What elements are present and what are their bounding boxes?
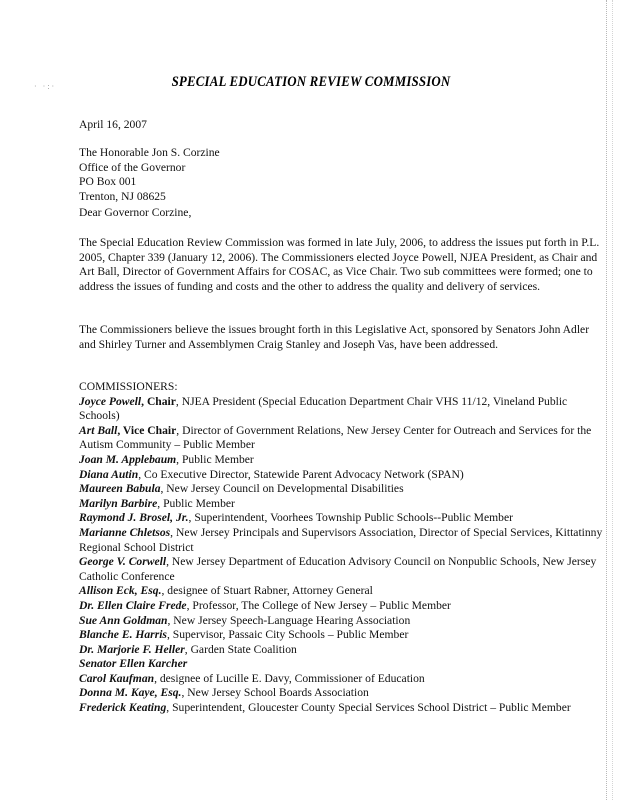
commissioner-entry [79, 453, 604, 468]
letter-date: April 16, 2007 [79, 118, 147, 131]
commissioner-entry [79, 657, 604, 672]
commissioner-entry [79, 468, 604, 483]
commissioner-description: , Co Executive Director, Statewide Parent Advocacy Network (SPAN) [138, 467, 464, 481]
commissioner-description: , Superintendent, Voorhees Township Public Schools--Public Member [188, 511, 513, 525]
commissioner-entry [79, 497, 604, 512]
commissioner-entry [79, 424, 604, 453]
commissioner-role: , Vice Chair [117, 423, 177, 437]
commissioner-description: , Supervisor, Passaic City Schools – Public Member [166, 628, 409, 642]
commissioner-description: , Public Member [157, 496, 235, 510]
body-paragraph: The Special Education Review Commission was formed in late July, 2006, to address the issues put forth in P.L. 2005, Chapter 339 (January 12, 2006). The Commissioners elected Joyce Powell, NJEA President, as Chair and Art Ball, Director of Government Affairs for COSAC, as Vice Chair. Two sub committees were formed; one to address the issues of funding and costs and the other to address the quality and delivery of services. [79, 236, 600, 293]
commissioner-entry [79, 599, 604, 614]
commissioner-entry [79, 511, 604, 526]
commissioner-entry [79, 614, 604, 629]
commissioner-description: , Public Member [176, 452, 254, 466]
address-line: Trenton, NJ 08625 [79, 189, 166, 203]
commissioner-entry [79, 555, 604, 584]
commissioner-name: Donna M. Kaye, Esq. [79, 686, 182, 700]
commissioner-name: Maureen Babula [79, 482, 161, 496]
commissioner-description: , New Jersey School Boards Association [181, 686, 369, 700]
commissioner-description: , NJEA President (Special Education Department Chair VHS 11/12, Vineland Public Schools) [79, 394, 568, 423]
commissioners-list [79, 380, 604, 716]
commissioner-name: Carol Kaufman [79, 671, 155, 685]
commissioner-name: Joyce Powell [79, 394, 142, 408]
commissioner-name: George V. Corwell [79, 555, 167, 569]
body-paragraph: The Commissioners believe the issues brought forth in this Legislative Act, sponsored by Senators John Adler and Shirley Turner and Assemblymen Craig Stanley and Joseph Vas, have been addressed. [79, 323, 590, 351]
commissioner-entry [79, 672, 604, 687]
commissioner-entry [79, 584, 604, 599]
commissioner-description: , New Jersey Department of Education Advisory Council on Nonpublic Schools, New Jersey Catholic Conference [79, 555, 597, 583]
commissioner-description: , Superintendent, Gloucester County Special Services School District – Public Member [166, 701, 571, 715]
commissioner-description: , New Jersey Speech-Language Hearing Association [167, 613, 411, 627]
scan-speck: · ·:· [34, 82, 57, 91]
commissioner-description: , New Jersey Council on Developmental Disabilities [160, 482, 404, 496]
address-line: The Honorable Jon S. Corzine [79, 146, 220, 159]
commissioner-entry [79, 482, 604, 497]
commissioners-heading: COMMISSIONERS: [79, 380, 178, 393]
commissioner-entry [79, 643, 604, 658]
letterhead-title: SPECIAL EDUCATION REVIEW COMMISSION [171, 74, 451, 90]
commissioner-entry [79, 701, 604, 716]
commissioner-entry [79, 395, 604, 424]
commissioner-entry [79, 686, 604, 701]
commissioner-name: Sue Ann Goldman [79, 613, 168, 627]
commissioner-entry [79, 526, 604, 555]
address-line: Office of the Governor [79, 160, 186, 174]
commissioner-name: Dr. Ellen Claire Frede [79, 598, 187, 612]
commissioner-name: Art Ball [79, 423, 118, 437]
commissioner-name: Frederick Keating [79, 701, 167, 715]
commissioner-entry [79, 628, 604, 643]
commissioner-description: , Professor, The College of New Jersey – Public Member [186, 598, 451, 612]
salutation: Dear Governor Corzine, [79, 206, 192, 219]
commissioner-name: Raymond J. Brosel, Jr. [79, 511, 189, 525]
commissioner-description: , Garden State Coalition [184, 642, 297, 656]
commissioner-name: Diana Autin [79, 467, 139, 481]
recipient-address [79, 146, 604, 204]
commissioner-name: Blanche E. Harris [79, 628, 167, 642]
commissioner-entries [79, 395, 604, 716]
commissioner-name: Joan M. Applebaum [79, 452, 177, 466]
commissioner-name: Marilyn Barbire [79, 496, 158, 510]
commissioner-name: Marianne Chletsos [79, 525, 171, 539]
commissioner-name: Senator Ellen Karcher [79, 657, 188, 671]
commissioner-description: , designee of Lucille E. Davy, Commissioner of Education [154, 671, 425, 685]
commissioner-description: , designee of Stuart Rabner, Attorney General [161, 584, 373, 598]
commissioner-name: Dr. Marjorie F. Heller [79, 642, 185, 656]
commissioner-role: , Chair [141, 394, 176, 408]
address-line: PO Box 001 [79, 175, 137, 189]
commissioner-description: , Director of Government Relations, New Jersey Center for Outreach and Services for the Autism Community – Public Member [79, 423, 592, 452]
commissioner-name: Allison Eck, Esq. [79, 584, 162, 598]
scan-edge-line-secondary [612, 0, 613, 800]
scan-edge-line [606, 0, 607, 800]
commissioner-description: , New Jersey Principals and Supervisors Association, Director of Special Services, Kittatinny Regional School District [79, 525, 603, 554]
